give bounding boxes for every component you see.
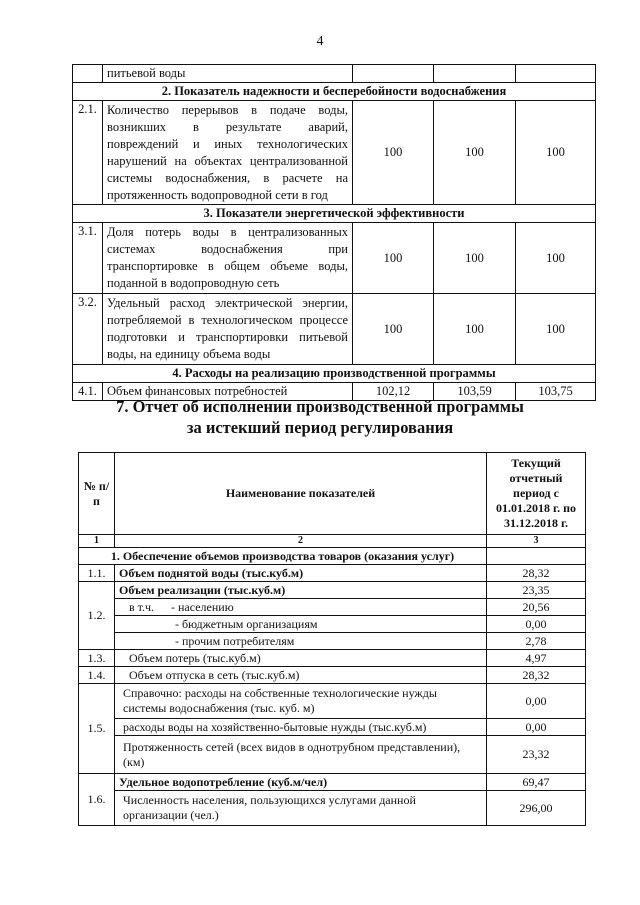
- section-title: 2. Показатель надежности и бесперебойности водоснабжения: [73, 83, 596, 101]
- row-number: 1.3.: [79, 650, 115, 667]
- section-row: [73, 365, 596, 383]
- table-row: [73, 101, 596, 205]
- row-name: Объем потерь (тыс.куб.м): [129, 650, 261, 665]
- row-value: 100: [434, 294, 516, 365]
- row-text: Удельный расход электрической энергии, потребляемой в технологическом процессе подготовки и транспортировки питьевой воды, на единицу объема воды: [103, 294, 353, 365]
- page-number: 4: [316, 34, 324, 49]
- row-value: 20,56: [487, 599, 586, 616]
- row-value: 100: [516, 294, 596, 365]
- row-name: Объем поднятой воды (тыс.куб.м): [115, 565, 487, 582]
- row-value: 4,97: [487, 650, 586, 667]
- row-value: 100: [516, 223, 596, 294]
- row-number: 1.2.: [79, 582, 115, 650]
- row-value: 102,12: [353, 383, 434, 401]
- table-row: [79, 667, 586, 684]
- report-table: [78, 452, 586, 826]
- section-row: [73, 83, 596, 101]
- table-row: [79, 791, 586, 826]
- indicators-table: [72, 64, 596, 401]
- row-value: 100: [353, 294, 434, 365]
- table-row: [73, 223, 596, 294]
- table-row: [73, 65, 596, 83]
- row-value: 0,00: [487, 616, 586, 633]
- row-name: Численность населения, пользующихся услугами данной организации (чел.): [115, 791, 487, 826]
- row-number: 1.5.: [79, 684, 115, 774]
- table-row: [79, 650, 586, 667]
- row-value: 28,32: [487, 667, 586, 684]
- row-value: 296,00: [487, 791, 586, 826]
- section-row: [79, 548, 586, 565]
- row-name: Справочно: расходы на собственные технологические нужды системы водоснабжения (тыс. куб. м): [115, 684, 487, 719]
- heading-line-2: за истекший период регулирования: [186, 418, 454, 437]
- table-row: [79, 774, 586, 791]
- row-value: 23,35: [487, 582, 586, 599]
- header-row: [79, 453, 586, 535]
- row-name: Протяженность сетей (всех видов в однотрубном представлении), (км): [115, 736, 487, 774]
- row-name: - населению: [171, 599, 234, 614]
- table-row: [73, 294, 596, 365]
- row-value: 28,32: [487, 565, 586, 582]
- row-value: 100: [353, 223, 434, 294]
- row-value: 2,78: [487, 633, 586, 650]
- column-index: 3: [487, 535, 586, 548]
- row-text: Количество перерывов в подаче воды, возникших в результате аварий, повреждений и иных технологических нарушений на объектах централизованной системы водоснабжения, в расчете на протяженность водопроводной сети в год: [103, 101, 353, 205]
- row-name: - бюджетным организациям: [175, 616, 318, 631]
- column-index: 1: [79, 535, 115, 548]
- heading-line-1: 7. Отчет об исполнении производственной программы: [116, 397, 524, 416]
- table-row: [79, 736, 586, 774]
- table-row: [79, 684, 586, 719]
- row-value: 0,00: [487, 684, 586, 719]
- section-title: 1. Обеспечение объемов производства товаров (оказания услуг): [79, 548, 487, 565]
- row-value: 103,59: [434, 383, 516, 401]
- row-name: - прочим потребителям: [175, 633, 295, 648]
- row-value: 100: [516, 101, 596, 205]
- section-row: [73, 205, 596, 223]
- row-prefix: в т.ч.: [129, 599, 155, 614]
- index-row: [79, 535, 586, 548]
- row-number: 3.2.: [73, 294, 103, 365]
- row-value: 100: [353, 101, 434, 205]
- section-heading: [0, 396, 640, 438]
- row-number: 1.6.: [79, 774, 115, 826]
- table-row: [79, 565, 586, 582]
- table-row: [79, 599, 586, 616]
- row-name: Объем отпуска в сеть (тыс.куб.м): [129, 667, 300, 682]
- header-number: № п/п: [79, 453, 115, 535]
- section-title: 4. Расходы на реализацию производственной программы: [73, 365, 596, 383]
- row-name: Объем реализации (тыс.куб.м): [115, 582, 487, 599]
- row-name: Удельное водопотребление (куб.м/чел): [115, 774, 487, 791]
- table-row: [79, 719, 586, 736]
- row-value: 23,32: [487, 736, 586, 774]
- row-number: 1.1.: [79, 565, 115, 582]
- row-number: 4.1.: [73, 383, 103, 401]
- table-row: [79, 633, 586, 650]
- row-value: 100: [434, 223, 516, 294]
- row-value: 100: [434, 101, 516, 205]
- table-row: [79, 582, 586, 599]
- row-value: 103,75: [516, 383, 596, 401]
- section-title: 3. Показатели энергетической эффективности: [73, 205, 596, 223]
- row-text: питьевой воды: [103, 65, 353, 83]
- table-row: [79, 616, 586, 633]
- column-index: 2: [115, 535, 487, 548]
- row-text: Объем финансовых потребностей: [103, 383, 353, 401]
- row-name: расходы воды на хозяйственно-бытовые нужды (тыс.куб.м): [115, 719, 487, 736]
- row-number: 1.4.: [79, 667, 115, 684]
- row-number: 2.1.: [73, 101, 103, 205]
- row-value: 0,00: [487, 719, 586, 736]
- row-value: 69,47: [487, 774, 586, 791]
- row-number: 3.1.: [73, 223, 103, 294]
- header-name: Наименование показателей: [115, 453, 487, 535]
- row-text: Доля потерь воды в централизованных системах водоснабжения при транспортировке в общем объеме воды, поданной в водопроводную сеть: [103, 223, 353, 294]
- header-period: Текущий отчетный период с 01.01.2018 г. по 31.12.2018 г.: [487, 453, 586, 535]
